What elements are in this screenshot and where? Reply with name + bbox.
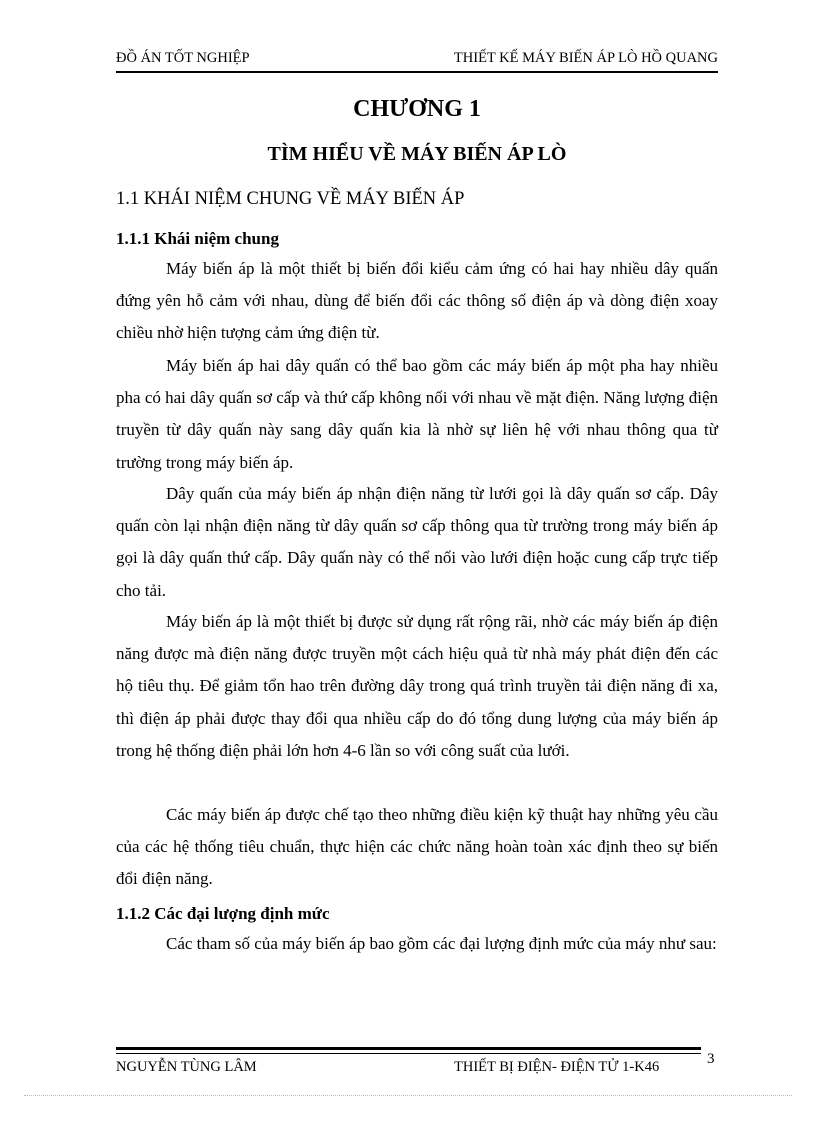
page-header: [116, 48, 718, 70]
section-heading: 1.1 KHÁI NIỆM CHUNG VỀ MÁY BIẾN ÁP: [116, 189, 465, 209]
chapter-subtitle: TÌM HIỂU VỀ MÁY BIẾN ÁP LÒ: [267, 143, 567, 165]
page-number: 3: [707, 1051, 715, 1067]
paragraph-4: Máy biến áp là một thiết bị được sử dụng rất rộng rãi, nhờ các máy biến áp điện năng được mà điện năng được truyền một cách hiệu quả từ nhà máy phát điện đến các hộ tiêu thụ. Để giảm tổn hao trên đường dây trong quá trình truyền tải điện năng đi xa, thì điện áp phải được thay đổi qua nhiều cấp do đó tổng dung lượng của máy biến áp trong hệ thống điện phải lớn hơn 4-6 lần so với công suất của lưới.: [116, 612, 718, 760]
paragraph-1: Máy biến áp là một thiết bị biến đổi kiểu cảm ứng có hai hay nhiều dây quấn đứng yên hỗ cảm với nhau, dùng để biến đổi các thông số điện áp và dòng điện xoay chiều nhờ hiện tượng cảm ứng điện từ.: [116, 259, 718, 343]
paragraph-2: Máy biến áp hai dây quấn có thể bao gồm các máy biến áp một pha hay nhiều pha có hai dây quấn sơ cấp và thứ cấp không nối với nhau về mặt điện. Năng lượng điện truyền từ dây quấn này sang dây quấn kia là nhờ sự liên hệ với nhau thông qua từ trường trong máy biến áp.: [116, 356, 718, 472]
footer-department: THIẾT BỊ ĐIỆN- ĐIỆN TỬ 1-K46: [454, 1059, 660, 1075]
paragraph-5: Các máy biến áp được chế tạo theo những điều kiện kỹ thuật hay những yêu cầu của các hệ thống tiêu chuẩn, thực hiện các chức năng hoàn toàn xác định theo sự biến đổi điện năng.: [116, 805, 718, 889]
chapter-title: CHƯƠNG 1: [353, 96, 481, 122]
page-bottom-dotted-border: [24, 1095, 792, 1096]
paragraph-6: Các tham số của máy biến áp bao gồm các đại lượng định mức của máy như sau:: [166, 934, 717, 953]
subsection-heading-2: 1.1.2 Các đại lượng định mức: [116, 904, 330, 923]
footer-author: NGUYỄN TÙNG LÂM: [116, 1059, 257, 1075]
header-left-title: ĐỒ ÁN TỐT NGHIỆP: [116, 50, 250, 66]
subsection-heading-1: 1.1.1 Khái niệm chung: [116, 229, 279, 248]
footer-rule-thick: [116, 1047, 701, 1050]
page-footer: [116, 1047, 718, 1087]
paragraph-3: Dây quấn của máy biến áp nhận điện năng từ lưới gọi là dây quấn sơ cấp. Dây quấn còn lại nhận điện năng từ dây quấn sơ cấp thông qua từ trường trong máy biến áp gọi là dây quấn thứ cấp. Dây quấn này có thể nối vào lưới điện hoặc cung cấp trực tiếp cho tải.: [116, 484, 718, 600]
header-rule: [116, 71, 718, 73]
header-right-title: THIẾT KẾ MÁY BIẾN ÁP LÒ HỒ QUANG: [453, 50, 718, 66]
footer-rule-thin: [116, 1053, 701, 1054]
